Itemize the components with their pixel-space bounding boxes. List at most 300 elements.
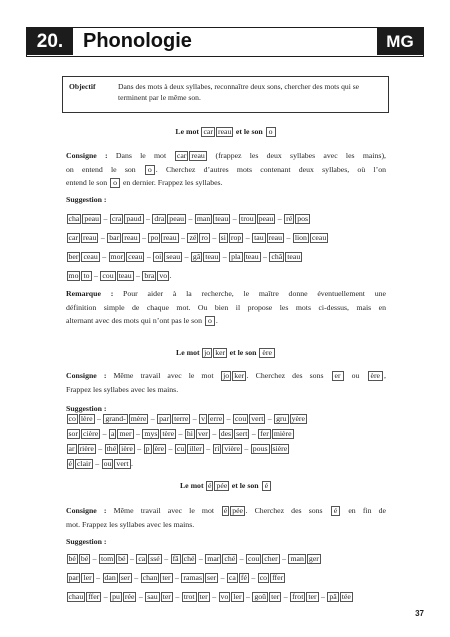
syllable-word [194, 214, 230, 223]
suggestion-row [66, 271, 386, 281]
text: – [140, 233, 148, 242]
syllable-box: teau [205, 252, 219, 261]
consigne-line [66, 371, 386, 381]
text: entend le son [66, 178, 110, 187]
syllable-box: pée [232, 506, 244, 515]
text: on entend le son [66, 164, 144, 174]
syllable-box: teau [245, 252, 259, 261]
text: – [128, 554, 136, 563]
syllable-box: paud [126, 214, 142, 223]
syllable-box: vo [159, 271, 168, 280]
syllable-word [250, 444, 289, 453]
syllable-box: sière [272, 444, 288, 453]
text: mot. Frappez les syllabes avec les mains. [66, 519, 195, 529]
suggestion-row [66, 429, 386, 439]
objective-text: Dans des mots à deux syllabes, reconnaître deux sons, chercher des mots qui se terminent par le même son. [118, 82, 360, 102]
remarque-line [66, 289, 386, 299]
text: – [190, 414, 199, 423]
syllable-box: sor [68, 429, 79, 438]
syllable-box: seau [166, 252, 181, 261]
syllable-box: cha [68, 214, 80, 223]
text: Dans le mot [107, 151, 175, 160]
syllable-box: châ [271, 252, 283, 261]
syllable-box: ar [68, 444, 75, 453]
syllable-box: vo [220, 592, 229, 601]
syllable-box: reau [163, 233, 177, 242]
syllable-word [109, 214, 144, 223]
syllable-box: frot [292, 592, 304, 601]
syllable-word [218, 592, 244, 601]
syllable-box: cra [111, 214, 122, 223]
syllable-word [157, 414, 191, 423]
syllable-box: ter [308, 592, 317, 601]
syllable-word [66, 573, 94, 582]
syllable-box: ler [83, 573, 92, 582]
syllable-word [218, 233, 244, 242]
sound-box: é [331, 506, 340, 516]
text: – [92, 271, 100, 280]
syllable-box: par [68, 573, 79, 582]
text: définition simple de chaque mot. Ou bien il propose les mots ci-dessus, mais en [66, 302, 386, 312]
suggestion-label [66, 195, 386, 205]
sound-box: ère [368, 371, 384, 381]
syllable-box: chau [68, 592, 84, 601]
syllable-word [110, 592, 137, 601]
sound-box: o [110, 178, 120, 188]
syllable-word [107, 233, 140, 242]
syllable-word [187, 233, 210, 242]
syllable-box: man [290, 554, 304, 563]
text: – [144, 214, 152, 223]
syllable-box: zé [189, 233, 197, 242]
syllable-box: peau [258, 214, 274, 223]
syllable-box: é [68, 459, 72, 468]
syllable-box: dra [154, 214, 165, 223]
remarque-line [66, 316, 386, 326]
syllable-box: reau [83, 233, 97, 242]
syllable-box: oi [155, 252, 162, 261]
syllable-box: ser [207, 573, 217, 582]
syllable-word [184, 429, 210, 438]
text: . [215, 316, 218, 325]
syllable-word [229, 252, 262, 261]
syllable-box: tée [341, 592, 351, 601]
syllable-word [290, 592, 320, 601]
syllable-box: tom [101, 554, 114, 563]
suggestion-label [66, 404, 386, 414]
syllable-box: terre [174, 414, 189, 423]
syllable-box: ière [121, 444, 133, 453]
syllable-box: to [83, 271, 90, 280]
syllable-word [221, 371, 247, 380]
text: Même travail avec le mot [106, 371, 221, 380]
text: – [210, 429, 219, 438]
syllable-box: vière [224, 444, 240, 453]
text: – [166, 444, 175, 453]
syllable-box: ber [68, 252, 79, 261]
suggestion-row [66, 592, 386, 602]
sound-box: o [145, 165, 155, 175]
syllable-box: reau [218, 127, 232, 136]
text: . [131, 459, 133, 468]
syllable-box: fé [240, 573, 247, 582]
syllable-box: teau [118, 271, 132, 280]
syllable-box: jo [204, 348, 211, 357]
syllable-box: co [68, 414, 76, 423]
syllable-box: cou [234, 414, 247, 423]
text: – [101, 214, 110, 223]
sound-box: é [262, 481, 271, 491]
text: . Cherchez d’autres mots contenant deux syllabes, où l’on [155, 164, 386, 174]
syllable-box: ffer [272, 573, 284, 582]
consigne-line [66, 151, 386, 161]
syllable-box: trou [241, 214, 254, 223]
syllable-box: clair [76, 459, 91, 468]
syllable-box: sau [147, 592, 158, 601]
text: – [90, 554, 99, 563]
syllable-box: pâ [329, 592, 337, 601]
syllable-box: pu [112, 592, 120, 601]
syllable-word [103, 414, 149, 423]
text: – [173, 573, 181, 582]
syllable-box: ter [162, 573, 171, 582]
syllable-box: ceau [83, 252, 98, 261]
syllable-box: pée [216, 481, 228, 490]
suggestion-label [66, 537, 386, 547]
syllable-box: ca [138, 554, 146, 563]
text: en dernier. Frappez les syllabes. [121, 178, 223, 187]
syllable-box: bé [80, 554, 89, 563]
text: – [243, 233, 252, 242]
text: – [265, 414, 274, 423]
syllable-word [145, 592, 174, 601]
text: – [148, 414, 157, 423]
syllable-box: cou [248, 554, 260, 563]
syllable-word [246, 554, 281, 563]
syllable-box: des [220, 429, 232, 438]
syllable-box: ceau [311, 233, 327, 242]
text: – [249, 573, 258, 582]
text: – [196, 554, 205, 563]
suggestion-row [66, 252, 386, 262]
syllable-box: fâ [172, 554, 179, 563]
text: – [162, 554, 171, 563]
text: – [210, 233, 219, 242]
consigne-line [66, 520, 386, 530]
syllable-box: vert [251, 414, 264, 423]
text: – [134, 429, 142, 438]
objective-box [62, 76, 389, 113]
label-text: Remarque : [66, 289, 114, 298]
text: – [210, 592, 219, 601]
label-text: Consigne : [66, 506, 107, 515]
syllable-box: ca [228, 573, 236, 582]
suggestion-row [66, 573, 386, 583]
sound-box: er [332, 371, 344, 381]
syllable-box: é [223, 506, 228, 515]
chapter-number: 20. [27, 28, 73, 55]
syllable-word [202, 348, 228, 357]
syllable-box: rière [79, 444, 94, 453]
sound-box: ère [259, 348, 275, 358]
syllable-box: ter [199, 592, 208, 601]
suggestion-row [66, 554, 386, 564]
text: – [176, 429, 185, 438]
syllable-box: peau [169, 214, 185, 223]
syllable-word [221, 506, 245, 515]
text: . Cherchez des sons [245, 506, 330, 515]
syllable-box: teau [287, 252, 301, 261]
syllable-box: co [259, 573, 268, 582]
syllable-word [190, 252, 220, 261]
syllable-box: bé [68, 554, 76, 563]
syllable-box: peau [84, 214, 100, 223]
text: , [384, 371, 386, 380]
syllable-box: tère [162, 429, 175, 438]
text: – [280, 554, 288, 563]
syllable-box: p [145, 444, 150, 453]
text: – [275, 214, 284, 223]
syllable-box: mys [144, 429, 158, 438]
syllable-box: bé [118, 554, 126, 563]
consigne-line [66, 506, 386, 516]
text: – [319, 592, 327, 601]
syllable-box: gâ [192, 252, 201, 261]
sound-box: o [205, 316, 215, 326]
syllable-word [252, 592, 282, 601]
syllable-word [66, 554, 91, 563]
syllable-word [142, 429, 177, 438]
syllable-box: cher [264, 554, 278, 563]
text: – [179, 233, 187, 242]
syllable-word [274, 414, 308, 423]
syllable-box: cière [83, 429, 99, 438]
label-text: Le mot [175, 127, 201, 136]
text: Pour aider à la recherche, le maître donne éventuellement une [113, 289, 386, 298]
syllable-box: cou [102, 271, 114, 280]
syllable-box: car [68, 233, 79, 242]
syllable-box: ré [286, 214, 293, 223]
section-title [66, 481, 386, 491]
syllable-box: mière [273, 429, 292, 438]
syllable-box: vert [116, 459, 129, 468]
text: – [182, 252, 191, 261]
text: en fin de [341, 506, 386, 515]
syllable-word [148, 233, 179, 242]
syllable-box: ler [233, 592, 242, 601]
text: Même travail avec le mot [106, 506, 222, 515]
label-text: et le son [233, 127, 265, 136]
syllable-box: ramas [183, 573, 203, 582]
syllable-box: bar [109, 233, 120, 242]
syllable-box: gru [276, 414, 287, 423]
syllable-word [327, 592, 353, 601]
syllable-box: sert [236, 429, 248, 438]
text: – [144, 252, 153, 261]
text: (frappez les deux syllabes avec les mains), [207, 151, 387, 160]
syllable-box: tau [254, 233, 264, 242]
syllable-word [199, 414, 225, 423]
syllable-box: thé [106, 444, 117, 453]
syllable-word [257, 573, 285, 582]
syllable-box: ker [234, 371, 245, 380]
syllable-box: ceau [128, 252, 143, 261]
syllable-word [66, 429, 101, 438]
syllable-box: mar [207, 554, 220, 563]
syllable-box: v [201, 414, 206, 423]
syllable-box: ffer [88, 592, 100, 601]
syllable-word [66, 271, 92, 280]
text: alternant avec des mots qui n’ont pas le son [66, 316, 204, 325]
text: – [261, 252, 269, 261]
text: – [100, 429, 109, 438]
section-title [66, 348, 386, 358]
text: – [95, 414, 103, 423]
syllable-box: reau [124, 233, 138, 242]
syllable-box: erre [210, 414, 223, 423]
text: Frappez les syllabes avec les mains. [66, 384, 179, 394]
syllable-word [100, 271, 134, 280]
syllable-box: lion [294, 233, 307, 242]
syllable-box: car [176, 151, 187, 160]
text: – [93, 459, 102, 468]
syllable-word [181, 573, 219, 582]
syllable-word [108, 429, 134, 438]
syllable-box: si [220, 233, 226, 242]
syllable-box: mer [119, 429, 132, 438]
consigne-line [66, 385, 386, 395]
syllable-box: é [208, 481, 212, 490]
label-text: Consigne : [66, 371, 107, 380]
syllable-word [66, 214, 102, 223]
syllable-box: ère [154, 444, 165, 453]
syllable-word [152, 214, 187, 223]
syllable-word [258, 429, 294, 438]
label-text: Suggestion : [66, 404, 107, 413]
label-text: et le son [229, 481, 261, 490]
syllable-word [66, 233, 99, 242]
text: – [101, 592, 110, 601]
suggestion-row [66, 444, 386, 454]
syllable-box: rop [230, 233, 242, 242]
chapter-title: Phonologie [83, 30, 192, 52]
text: – [237, 554, 246, 563]
text: – [132, 573, 141, 582]
page-number: 37 [415, 609, 424, 618]
label-text: et le son [227, 348, 259, 357]
text: – [281, 592, 290, 601]
syllable-box: a [110, 429, 115, 438]
syllable-word [108, 252, 145, 261]
syllable-box: bra [144, 271, 155, 280]
syllable-box: po [150, 233, 159, 242]
text: – [249, 429, 258, 438]
chapter-header [26, 27, 424, 57]
text: ou [344, 371, 367, 380]
syllable-word [206, 481, 230, 490]
text: – [230, 214, 239, 223]
syllable-box: hi [186, 429, 193, 438]
consigne-line [66, 165, 386, 175]
syllable-box: lère [80, 414, 93, 423]
text: – [135, 444, 144, 453]
label-text: Le mot [179, 481, 206, 490]
sound-box: o [266, 127, 276, 137]
syllable-box: mo [68, 271, 79, 280]
syllable-word [252, 233, 285, 242]
syllable-word [142, 271, 170, 280]
syllable-word [66, 414, 95, 423]
objective-label: Objectif [69, 82, 96, 91]
syllable-box: reau [268, 233, 283, 242]
syllable-box: ter [271, 592, 280, 601]
text: – [204, 444, 213, 453]
syllable-box: dan [104, 573, 116, 582]
syllable-word [232, 414, 265, 423]
syllable-box: mère [130, 414, 147, 423]
suggestion-row [66, 214, 386, 224]
syllable-box: ro [201, 233, 208, 242]
syllable-box: goû [254, 592, 267, 601]
syllable-word [66, 444, 96, 453]
label-text: Suggestion : [66, 195, 107, 204]
syllable-box: pos [297, 214, 309, 223]
syllable-box: chan [142, 573, 158, 582]
text: – [218, 573, 227, 582]
syllable-box: pous [252, 444, 268, 453]
syllable-box: trot [183, 592, 195, 601]
syllable-word [292, 233, 328, 242]
syllable-word [174, 151, 207, 160]
syllable-word [226, 573, 249, 582]
syllable-word [102, 573, 132, 582]
syllable-box: ker [215, 348, 226, 357]
syllable-word [181, 592, 210, 601]
syllable-word [66, 592, 102, 601]
suggestion-row [66, 233, 386, 243]
suggestion-row [66, 459, 386, 469]
syllable-box: ri [214, 444, 220, 453]
syllable-word [288, 554, 321, 563]
syllable-word [269, 252, 303, 261]
syllable-word [99, 554, 129, 563]
text: – [134, 271, 142, 280]
syllable-box: car [203, 127, 213, 136]
syllable-box: fer [260, 429, 269, 438]
syllable-word [284, 214, 311, 223]
text: – [173, 592, 182, 601]
syllable-word [66, 252, 100, 261]
syllable-box: ser [120, 573, 130, 582]
text: – [220, 252, 229, 261]
level-code: MG [377, 28, 423, 55]
section-title [66, 127, 386, 137]
syllable-box: teau [215, 214, 229, 223]
syllable-word [218, 429, 250, 438]
syllable-box: par [159, 414, 170, 423]
syllable-word [201, 127, 234, 136]
text: . Cherchez des sons [246, 371, 331, 380]
label-text: Le mot [176, 348, 202, 357]
syllable-box: cu [176, 444, 185, 453]
syllable-word [174, 444, 204, 453]
text: – [100, 252, 109, 261]
syllable-box: reau [191, 151, 205, 160]
syllable-word [170, 554, 197, 563]
syllable-word [66, 459, 93, 468]
label-text: Suggestion : [66, 537, 107, 546]
syllable-box: ver [197, 429, 208, 438]
